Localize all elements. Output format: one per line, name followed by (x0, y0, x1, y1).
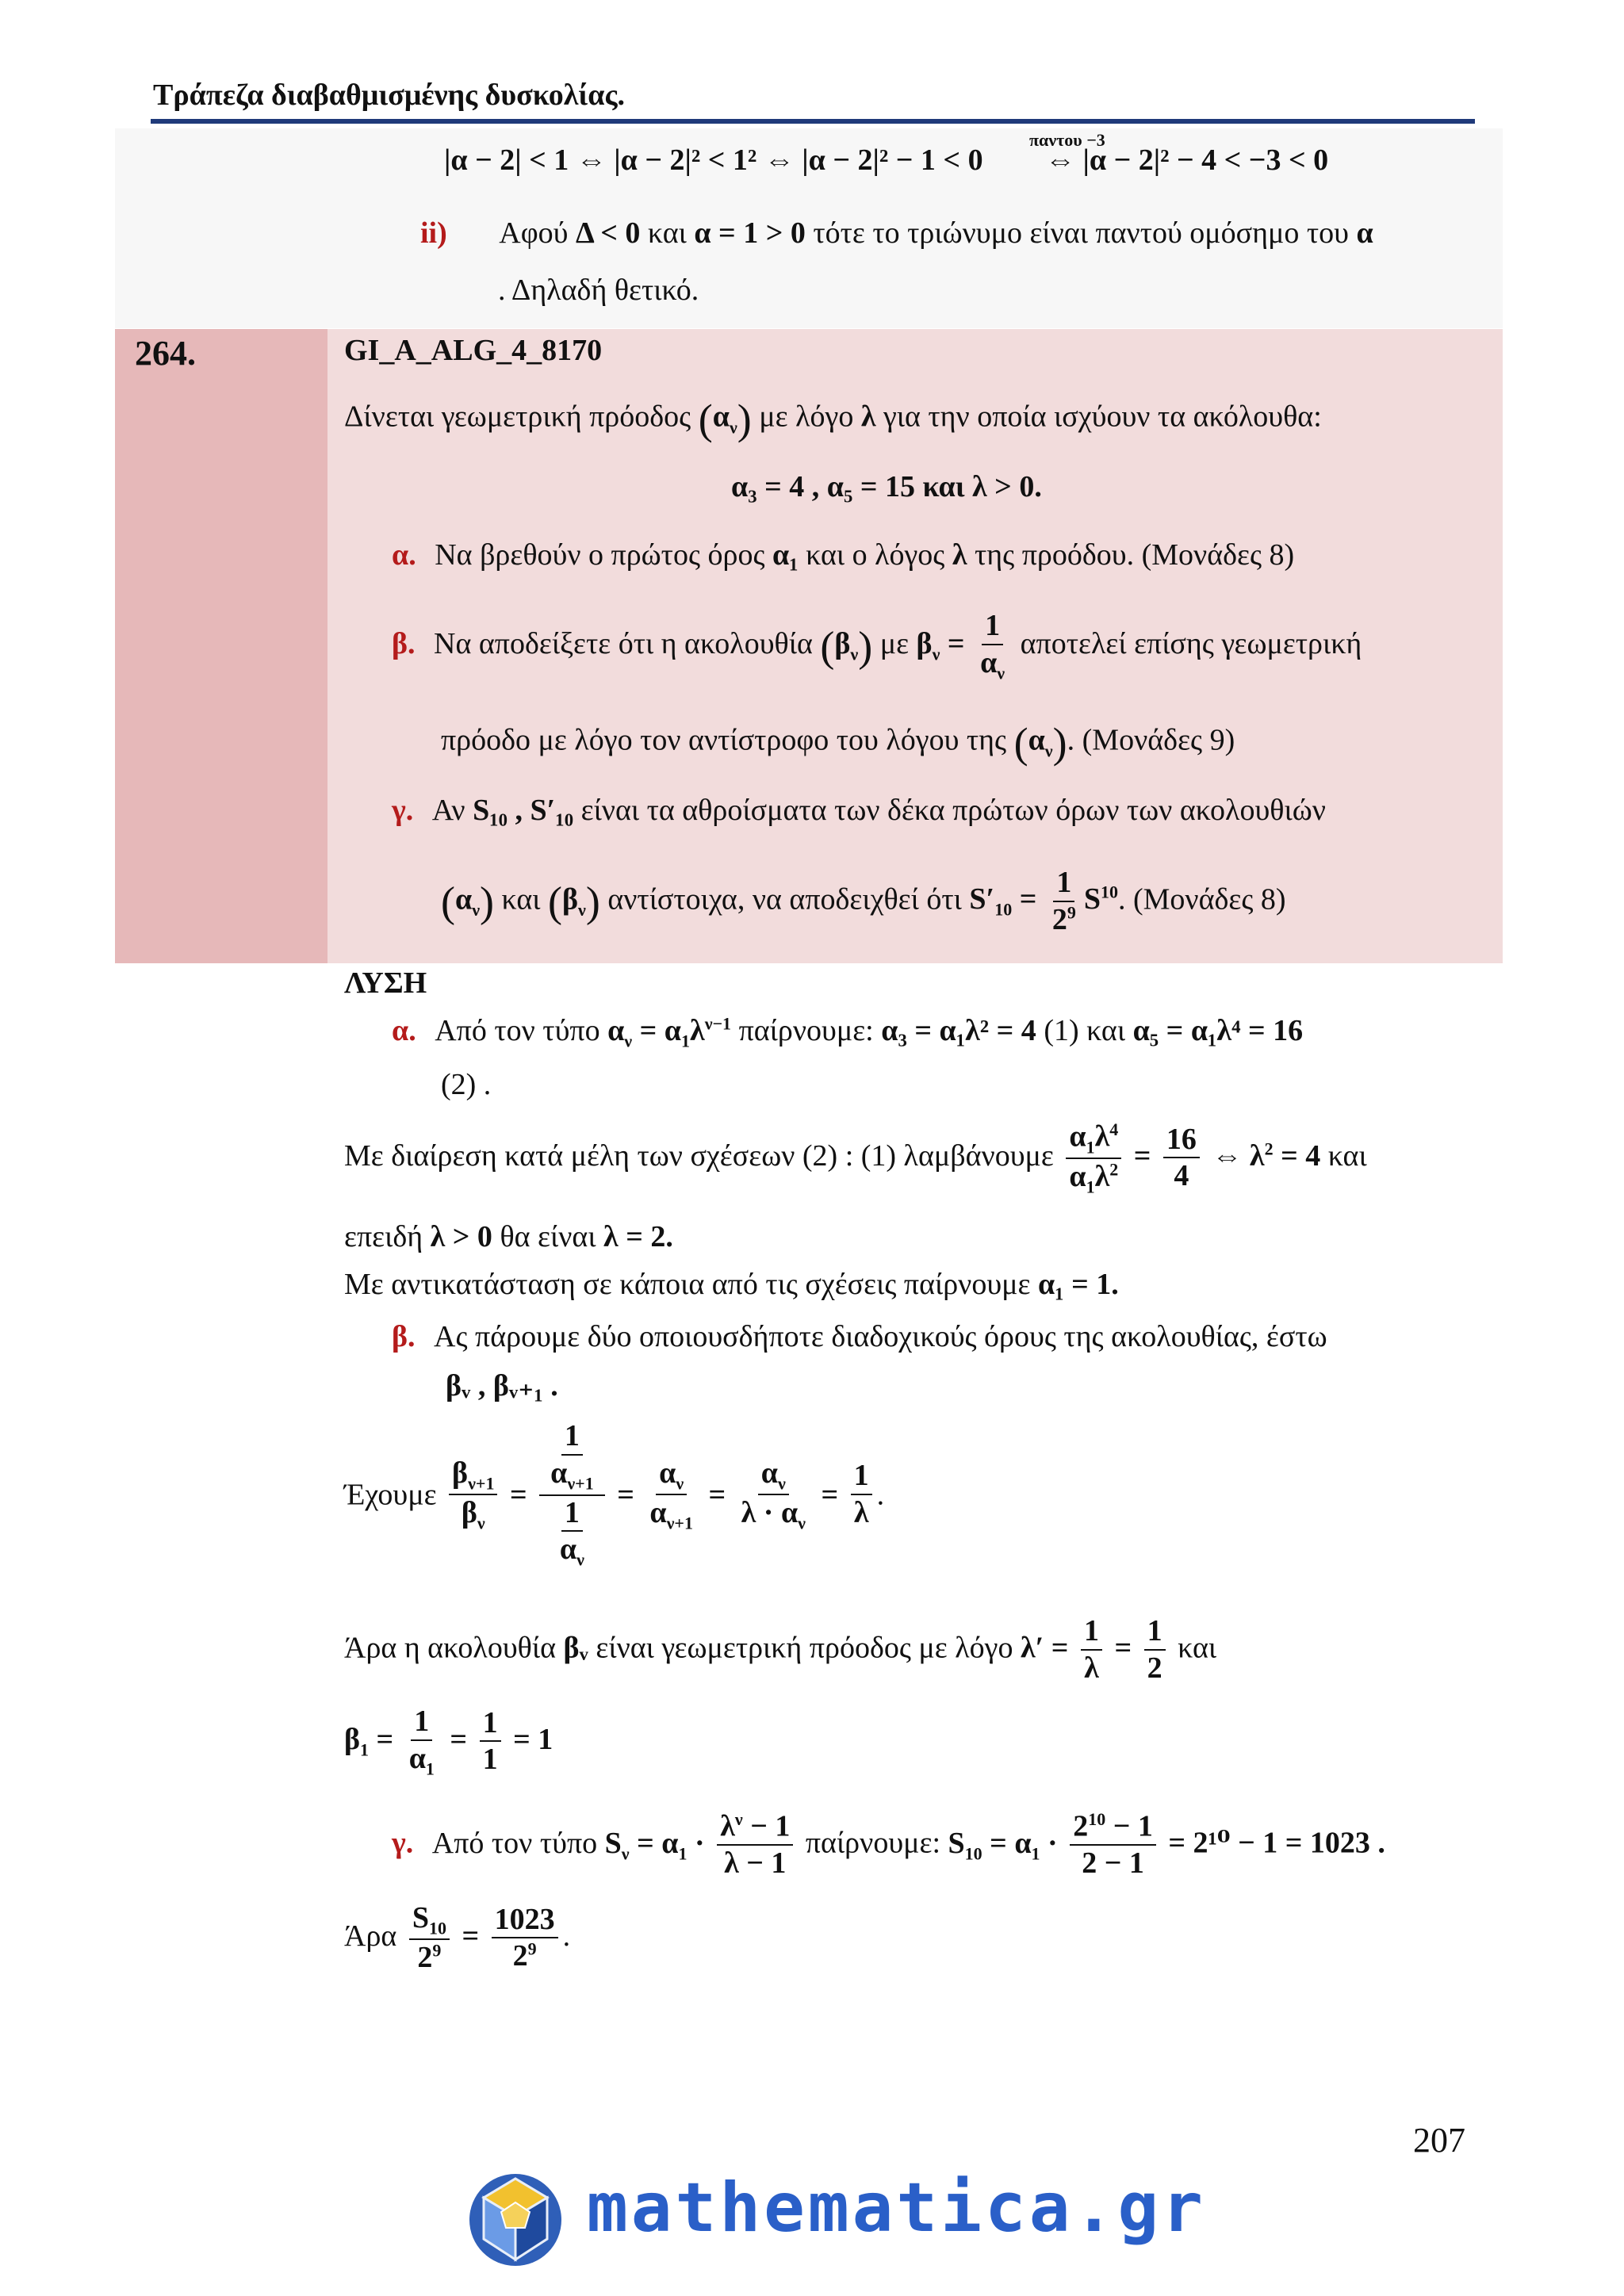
solution-division: Με διαίρεση κατά μέλη των σχέσεων (2) : (1) λαμβάνουμε $\frac{\alpha_1\lambda^4}{\alpha_1\lambda^2}$ = $\frac{16}{4}$ ⇔ $\lambda^2 = 4$ και (344, 1119, 1367, 1197)
problem-intro: Δίνεται γεωμετρική πρόοδος $(\alpha_\nu)$ με λόγο λ για την οποία ισχύουν τα ακόλουθα: (344, 396, 1322, 443)
solution-b-label: β. (392, 1320, 416, 1353)
solution-a-ref2: (2) . (441, 1068, 492, 1101)
page-number: 207 (1413, 2121, 1465, 2160)
part-c-label: γ. (392, 794, 414, 827)
solution-a-label: α. (392, 1014, 416, 1047)
solution-part-b: β. Ας πάρουμε δύο οποιουσδήποτε διαδοχικούς όρους της ακολουθίας, έστω (392, 1320, 1327, 1353)
solution-since: επειδή λ > 0 θα είναι λ = 2. (344, 1220, 673, 1253)
solution-substitution: Με αντικατάσταση σε κάποια από τις σχέσεις παίρνουμε α₁ = 1. (344, 1268, 1119, 1301)
problem-code: GI_A_ALG_4_8170 (344, 334, 603, 367)
prev-ii-label: ii) (420, 216, 447, 250)
problem-given-values: α₃ = 4 , α₅ = 15 και λ > 0. (731, 470, 1042, 503)
solution-ratio-conclusion: Άρα η ακολουθία βᵥ είναι γεωμετρική πρόοδος με λόγο λ′ = $\frac{1}{\lambda}$ = $\frac{1}{2}$ και (344, 1614, 1217, 1685)
part-b-label: β. (392, 627, 416, 661)
prev-inequality-chain: |α − 2| < 1 ⇔ |α − 2|² < 1² ⇔ |α − 2|² − 1 < 0 (444, 144, 983, 177)
problem-part-b: β. Να αποδείξετε ότι η ακολουθία $(\beta_\nu)$ με $\beta_\nu$ = $\frac{1}{\alpha_\nu}$ αποτελεί επίσης γεωμετρική (392, 609, 1362, 683)
solution-part-c: γ. Από τον τύπο $S_\nu = \alpha_1$ · $\frac{\lambda^\nu - 1}{\lambda - 1}$ παίρνουμε: $S_{10} = \alpha_1$ · $\frac{2^{10} - 1}{2 - 1}$ = 2¹⁰ − 1 = 1023 . (392, 1809, 1385, 1881)
problem-number-cell (115, 329, 327, 963)
solution-title: ΛΥΣΗ (344, 966, 427, 1000)
prev-ii-conclusion: . Δηλαδή θετικό. (498, 274, 699, 307)
solution-ratio-derivation: Έχουμε $\frac{\beta_{\nu+1}}{\beta_\nu}$ = $\frac{\frac{1}{\alpha_{\nu+1}}}{\frac{1}{\alpha_\nu}}$ = $\frac{\alpha_\nu}{\alpha_{\nu+1}}$ = $\frac{\alpha_\nu}{\lambda \cdot \alpha_\nu}$ = $\frac{1}{\lambda}$ . (344, 1419, 885, 1570)
solution-part-a: α. Από τον τύπο $\alpha_\nu = \alpha_1\lambda^{\nu-1}$ παίρνουμε: α₃ = α₁λ² = 4 (1) και α₅ = α₁λ⁴ = 16 (392, 1013, 1304, 1051)
prev-inequality-end: ⇔ |α − 2|² − 4 < −3 < 0 (1045, 144, 1329, 177)
problem-part-a: α. Να βρεθούν ο πρώτος όρος α₁ και ο λόγος λ της προόδου. (Μονάδες 8) (392, 538, 1295, 572)
problem-part-c: γ. Αν S₁₀ , S′₁₀ είναι τα αθροίσματα των δέκα πρώτων όρων των ακολουθιών (392, 794, 1326, 827)
solution-b-terms: βᵥ , βᵥ₊₁ . (446, 1369, 558, 1402)
header-divider (151, 119, 1475, 124)
page-header-title: Τράπεζα διαβαθμισμένης δυσκολίας. (153, 78, 625, 112)
site-wordmark: mathematica.gr (587, 2168, 1206, 2248)
solution-beta1: $\beta_1$ = $\frac{1}{\alpha_1}$ = $\frac{1}{1}$ = 1 (344, 1705, 553, 1779)
problem-part-c-cont: $(\alpha_\nu)$ και $(\beta_\nu)$ αντίστοιχα, να αποδειχθεί ότι $S'_{10}$ = $\frac{1}{2^9}$ $S^{10}$. (Μονάδες 8) (441, 866, 1286, 936)
prev-over-note: παντου −3 (1029, 130, 1105, 150)
part-a-label: α. (392, 538, 416, 572)
site-logo-icon (466, 2171, 565, 2269)
solution-final: Άρα $\frac{S_{10}}{2^9}$ = $\frac{1023}{2^9}$ . (344, 1901, 571, 1974)
prev-item-ii: ii) Αφού Δ < 0 και α = 1 > 0 τότε το τριώνυμο είναι παντού ομόσημο του α (420, 216, 1373, 250)
solution-c-label: γ. (392, 1826, 414, 1860)
problem-part-b-cont: πρόοδο με λόγο τον αντίστροφο του λόγου της $(\alpha_\nu)$. (Μονάδες 9) (441, 719, 1235, 767)
problem-number: 264. (135, 334, 196, 373)
